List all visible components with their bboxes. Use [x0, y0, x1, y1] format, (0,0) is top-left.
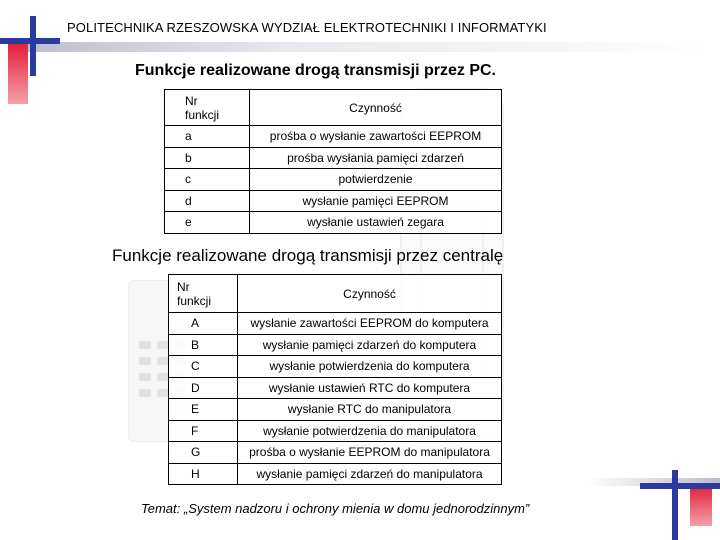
function-action-cell: wysłanie ustawień RTC do komputera: [238, 377, 502, 399]
section1-title: Funkcje realizowane drogą transmisji przez PC.: [135, 62, 496, 79]
function-action-cell: wysłanie pamięci zdarzeń do komputera: [238, 334, 502, 356]
function-action-cell: prośba o wysłanie zawartości EEPROM: [250, 126, 502, 148]
table-row: [165, 190, 502, 212]
function-number-cell: E: [169, 399, 238, 421]
function-number-cell: F: [169, 420, 238, 442]
table-header-row: [165, 90, 502, 126]
table-row: [165, 169, 502, 191]
function-action-cell: wysłanie ustawień zegara: [250, 212, 502, 234]
table-row: [169, 356, 502, 378]
table-row: [169, 399, 502, 421]
function-action-cell: wysłanie RTC do manipulatora: [238, 399, 502, 421]
column-header-nr-label: Nr funkcji: [177, 279, 212, 308]
bottom-right-vertical-bar: [672, 470, 678, 540]
bottom-right-horizontal-bar: [640, 483, 720, 489]
function-number-cell: D: [169, 377, 238, 399]
keypad-key: [139, 389, 151, 397]
bottom-right-red-bar: [690, 486, 712, 526]
function-action-cell: wysłanie potwierdzenia do komputera: [238, 356, 502, 378]
function-action-cell: wysłanie pamięci EEPROM: [250, 190, 502, 212]
function-action-cell: wysłanie potwierdzenia do manipulatora: [238, 420, 502, 442]
function-action-cell: wysłanie zawartości EEPROM do komputera: [238, 313, 502, 335]
function-number-cell: a: [165, 126, 250, 148]
function-number-cell: e: [165, 212, 250, 234]
function-number-cell: B: [169, 334, 238, 356]
table-row: [165, 126, 502, 148]
column-header-nr: [169, 275, 238, 313]
keypad-key: [139, 341, 151, 349]
table-header-row: [169, 275, 502, 313]
central-functions-table: [168, 274, 502, 485]
function-number-cell: H: [169, 463, 238, 485]
table-row: [165, 147, 502, 169]
table-row: [169, 420, 502, 442]
keypad-key: [139, 373, 151, 381]
function-number-cell: b: [165, 147, 250, 169]
section2-title: Funkcje realizowane drogą transmisji przez centralę: [112, 246, 504, 265]
footer-topic: Temat: „System nadzoru i ochrony mienia w domu jednorodzinnym”: [141, 501, 530, 516]
column-header-action: Czynność: [238, 275, 502, 313]
column-header-nr-label: Nr funkcji: [185, 93, 220, 122]
function-number-cell: G: [169, 442, 238, 464]
function-number-cell: d: [165, 190, 250, 212]
pc-functions-table: [164, 89, 502, 234]
function-number-cell: c: [165, 169, 250, 191]
function-action-cell: wysłanie pamięci zdarzeń do manipulatora: [238, 463, 502, 485]
function-number-cell: A: [169, 313, 238, 335]
keypad-key: [139, 357, 151, 365]
function-action-cell: prośba wysłania pamięci zdarzeń: [250, 147, 502, 169]
column-header-nr: [165, 90, 250, 126]
function-number-cell: C: [169, 356, 238, 378]
top-left-horizontal-bar: [0, 38, 60, 44]
table-row: [169, 313, 502, 335]
top-left-vertical-bar: [30, 16, 36, 76]
table-row: [169, 463, 502, 485]
slide-header: POLITECHNIKA RZESZOWSKA WYDZIAŁ ELEKTROTECHNIKI I INFORMATYKI: [67, 20, 547, 35]
table-row: [169, 377, 502, 399]
top-left-red-bar: [8, 44, 28, 104]
top-shadow-bar: [8, 42, 708, 52]
column-header-action: Czynność: [250, 90, 502, 126]
table-row: [169, 442, 502, 464]
table-row: [165, 212, 502, 234]
function-action-cell: prośba o wysłanie EEPROM do manipulatora: [238, 442, 502, 464]
function-action-cell: potwierdzenie: [250, 169, 502, 191]
table-row: [169, 334, 502, 356]
